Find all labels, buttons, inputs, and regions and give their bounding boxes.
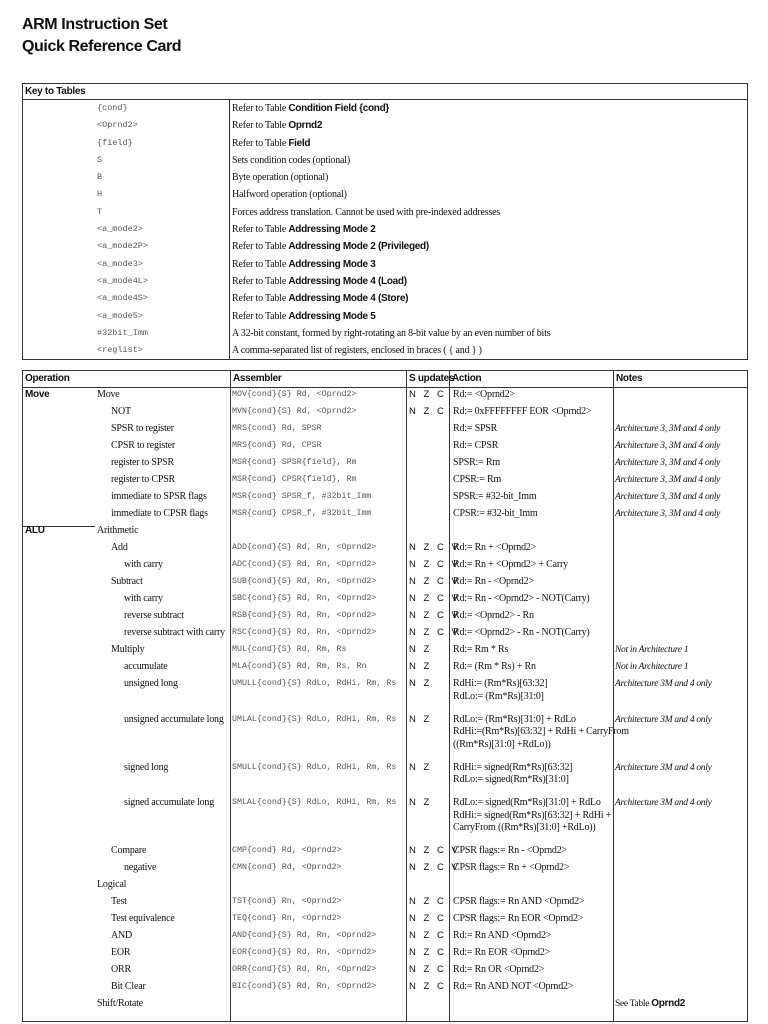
note xyxy=(615,440,720,453)
action-description xyxy=(453,423,497,436)
action-line: RdHi:=(Rm*Rs)[63:32] + RdHi + CarryFrom xyxy=(453,726,629,737)
table-row xyxy=(23,508,747,525)
operation-name: Subtract xyxy=(111,576,143,587)
header-s-updates: S updates xyxy=(409,373,455,384)
key-description-text: Forces address translation. Cannot be used with pre-indexed addresses xyxy=(232,206,501,218)
key-description xyxy=(232,308,376,325)
assembler-syntax: RSC{cond}{S} Rd, Rn, <Oprnd2> xyxy=(232,628,377,637)
key-description xyxy=(232,169,328,186)
assembler-syntax: MUL{cond}{S} Rd, Rm, Rs xyxy=(232,645,347,654)
note xyxy=(615,762,712,775)
header-action: Action xyxy=(452,373,482,384)
table-row xyxy=(23,474,747,491)
s-updates-flags: N Z C xyxy=(409,389,447,400)
note-text: Not in Architecture 1 xyxy=(615,662,689,672)
title-line-2: Quick Reference Card xyxy=(22,38,182,55)
key-description-text: A comma-separated list of registers, enclosed in braces ( { and } ) xyxy=(232,345,482,357)
operation-name: NOT xyxy=(111,406,131,417)
action-description xyxy=(453,964,544,977)
table-row xyxy=(23,389,747,406)
key-code: <a_mode3> xyxy=(97,258,143,269)
table-row xyxy=(23,964,747,981)
action-line: Rd:= <Oprnd2> - Rn xyxy=(453,610,534,621)
operation-name: SPSR to register xyxy=(111,423,174,434)
header-divider xyxy=(23,387,747,388)
s-updates-flags: N Z xyxy=(409,678,432,689)
assembler-syntax: RSB{cond}{S} Rd, Rn, <Oprnd2> xyxy=(232,611,377,620)
table-row xyxy=(23,610,747,627)
key-code: H xyxy=(97,189,103,200)
action-description xyxy=(453,644,508,657)
assembler-syntax: ADD{cond}{S} Rd, Rn, <Oprnd2> xyxy=(232,543,377,552)
key-table-reference: Addressing Mode 5 xyxy=(288,310,376,322)
section-label: ALU xyxy=(25,525,45,536)
document-title xyxy=(22,14,181,58)
operation-table xyxy=(22,370,748,1022)
s-updates-flags: N Z C xyxy=(409,947,447,958)
note xyxy=(615,644,688,657)
assembler-syntax: MSR{cond} CPSR_f, #32bit_Imm xyxy=(232,509,372,518)
key-row xyxy=(23,186,747,203)
table-row xyxy=(23,440,747,457)
action-line: Rd:= SPSR xyxy=(453,423,498,434)
assembler-syntax: MRS{cond} Rd, CPSR xyxy=(232,441,322,450)
key-code: <a_mode4S> xyxy=(97,293,149,304)
action-line: CPSR flags:= Rn EOR <Oprnd2> xyxy=(453,913,584,924)
key-row xyxy=(23,221,747,238)
action-line: ((Rm*Rs)[31:0] +RdLo)) xyxy=(453,738,551,750)
s-updates-flags: N Z C xyxy=(409,964,447,975)
operation-name: Add xyxy=(111,542,128,553)
key-code: T xyxy=(97,206,103,217)
table-row xyxy=(23,491,747,508)
action-description xyxy=(453,862,569,875)
assembler-syntax: ORR{cond}{S} Rd, Rn, <Oprnd2> xyxy=(232,965,377,974)
action-description xyxy=(453,474,501,487)
operation-name: register to CPSR xyxy=(111,474,176,485)
key-code: <a_mode2P> xyxy=(97,241,149,252)
assembler-syntax: SMLAL{cond}{S} RdLo, RdHi, Rm, Rs xyxy=(232,798,397,807)
note xyxy=(615,457,720,470)
action-line: SPSR:= Rm xyxy=(453,457,500,468)
header-notes: Notes xyxy=(616,373,643,384)
key-description-text: Refer to Table xyxy=(232,120,289,132)
s-updates-flags: N Z xyxy=(409,713,432,725)
key-description-text: Refer to Table xyxy=(232,137,289,149)
key-row xyxy=(23,308,747,325)
s-updates-flags: N Z C V xyxy=(409,627,461,638)
assembler-syntax: AND{cond}{S} Rd, Rn, <Oprnd2> xyxy=(232,931,377,940)
operation-name: Compare xyxy=(111,845,147,856)
note-text: Architecture 3, 3M and 4 only xyxy=(615,475,721,485)
table-row xyxy=(23,845,747,862)
assembler-syntax: SBC{cond}{S} Rd, Rn, <Oprnd2> xyxy=(232,594,377,603)
action-description xyxy=(453,981,573,994)
s-updates-flags: N Z C V xyxy=(409,559,461,570)
operation-name: Multiply xyxy=(111,644,145,655)
note xyxy=(615,998,685,1011)
assembler-syntax: MRS{cond} Rd, SPSR xyxy=(232,424,322,433)
key-description-text: Byte operation (optional) xyxy=(232,172,329,184)
key-row xyxy=(23,100,747,117)
key-description xyxy=(232,117,322,134)
action-description xyxy=(453,457,500,470)
note-text: Architecture 3M and 4 only xyxy=(615,762,712,773)
s-updates-flags: N Z C xyxy=(409,981,447,992)
s-updates-flags: N Z C V xyxy=(409,593,461,604)
operation-name: register to SPSR xyxy=(111,457,174,468)
operation-name: signed long xyxy=(124,761,169,773)
assembler-syntax: UMLAL{cond}{S} RdLo, RdHi, Rm, Rs xyxy=(232,714,397,724)
s-updates-flags: N Z xyxy=(409,661,432,672)
action-description xyxy=(453,845,567,858)
operation-name: Move xyxy=(97,389,120,400)
operation-name: signed accumulate long xyxy=(124,797,215,808)
key-row xyxy=(23,238,747,255)
key-code: <reglist> xyxy=(97,345,143,356)
action-description xyxy=(453,576,534,589)
key-description xyxy=(232,238,429,255)
key-row xyxy=(23,256,747,273)
operation-name: Logical xyxy=(97,879,127,890)
action-description xyxy=(453,389,515,402)
table-row xyxy=(23,981,747,998)
key-code: <Oprnd2> xyxy=(97,120,138,131)
assembler-syntax: EOR{cond}{S} Rd, Rn, <Oprnd2> xyxy=(232,948,377,957)
key-row xyxy=(23,152,747,169)
s-updates-flags: N Z C V xyxy=(409,845,461,856)
table-row xyxy=(23,714,747,762)
action-description xyxy=(453,762,572,787)
action-line: Rd:= CPSR xyxy=(453,440,499,451)
key-row xyxy=(23,325,747,342)
action-line: RdLo:= (Rm*Rs)[31:0] + RdLo xyxy=(453,713,576,725)
note-text: Architecture 3, 3M and 4 only xyxy=(615,441,721,451)
table-row xyxy=(23,879,747,896)
note xyxy=(615,797,712,810)
action-line: RdHi:= (Rm*Rs)[63:32] xyxy=(453,678,548,689)
operation-name: Bit Clear xyxy=(111,981,146,992)
assembler-syntax: TEQ{cond} Rn, <Oprnd2> xyxy=(232,914,342,923)
key-description-text: Refer to Table xyxy=(232,241,289,253)
action-line: Rd:= Rn OR <Oprnd2> xyxy=(453,964,545,975)
operation-name: CPSR to register xyxy=(111,440,176,451)
action-line: Rd:= Rn - <Oprnd2> - NOT(Carry) xyxy=(453,593,590,604)
action-line: CPSR:= Rm xyxy=(453,474,502,485)
key-table-reference: Addressing Mode 2 xyxy=(288,224,376,236)
operation-name: immediate to SPSR flags xyxy=(111,491,207,502)
key-table-reference: Addressing Mode 2 (Privileged) xyxy=(288,241,429,253)
note xyxy=(615,678,712,691)
action-description xyxy=(453,930,551,943)
key-code: {cond} xyxy=(97,103,128,113)
action-line: CPSR:= #32-bit_Imm xyxy=(453,508,538,519)
action-line: CPSR flags:= Rn AND <Oprnd2> xyxy=(453,896,585,907)
key-row xyxy=(23,135,747,152)
action-line: Rd:= Rn AND <Oprnd2> xyxy=(453,930,552,941)
action-description xyxy=(453,947,550,960)
operation-name: AND xyxy=(111,930,133,941)
s-updates-flags: N Z C xyxy=(409,406,447,417)
assembler-syntax: MLA{cond}{S} Rd, Rm, Rs, Rn xyxy=(232,662,367,671)
note xyxy=(615,474,720,487)
action-description xyxy=(453,714,629,752)
s-updates-flags: N Z C xyxy=(409,930,447,941)
key-code: S xyxy=(97,154,103,165)
note-text: Architecture 3M and 4 only xyxy=(615,679,712,689)
table-row xyxy=(23,930,747,947)
header-operation: Operation xyxy=(25,373,70,384)
action-line: CPSR flags:= Rn - <Oprnd2> xyxy=(453,845,567,856)
key-code: <a_mode2> xyxy=(97,224,143,235)
table-row xyxy=(23,762,747,798)
key-description xyxy=(232,290,408,307)
key-row xyxy=(23,342,747,359)
action-line: Rd:= <Oprnd2> - Rn - NOT(Carry) xyxy=(453,627,590,638)
assembler-syntax: MSR{cond} SPSR_f, #32bit_Imm xyxy=(232,492,372,501)
key-table-reference: Addressing Mode 3 xyxy=(288,258,376,270)
operation-name: immediate to CPSR flags xyxy=(111,508,208,519)
action-line: Rd:= Rn - <Oprnd2> xyxy=(453,576,534,587)
action-line: Rd:= Rn AND NOT <Oprnd2> xyxy=(453,981,574,992)
note xyxy=(615,508,720,521)
key-description xyxy=(232,204,500,221)
assembler-syntax: CMP{cond} Rd, <Oprnd2> xyxy=(232,846,342,855)
action-line: Rd:= 0xFFFFFFFF EOR <Oprnd2> xyxy=(453,406,592,417)
table-row xyxy=(23,627,747,644)
key-description-text: Sets condition codes (optional) xyxy=(232,154,350,166)
assembler-syntax: BIC{cond}{S} Rd, Rn, <Oprnd2> xyxy=(232,982,377,991)
key-code: #32bit_Imm xyxy=(97,327,149,338)
action-line: Rd:= <Oprnd2> xyxy=(453,389,515,400)
table-row xyxy=(23,896,747,913)
key-description-text: Halfword operation (optional) xyxy=(232,189,347,201)
action-description xyxy=(453,440,498,453)
key-table-header: Key to Tables xyxy=(23,84,747,100)
table-row xyxy=(23,862,747,879)
key-description xyxy=(232,100,389,117)
key-description xyxy=(232,221,376,238)
note-text: Architecture 3M and 4 only xyxy=(615,798,712,808)
key-row xyxy=(23,273,747,290)
table-row xyxy=(23,406,747,423)
key-row xyxy=(23,290,747,307)
note-text: Not in Architecture 1 xyxy=(615,645,689,655)
operation-name: unsigned long xyxy=(124,678,178,689)
operation-name: EOR xyxy=(111,947,131,958)
s-updates-flags: N Z C V xyxy=(409,576,461,587)
operation-name: with carry xyxy=(124,593,163,604)
assembler-syntax: CMN{cond} Rd, <Oprnd2> xyxy=(232,863,342,872)
key-description xyxy=(232,325,550,342)
note-text: Architecture 3, 3M and 4 only xyxy=(615,458,721,468)
operation-name: Shift/Rotate xyxy=(97,998,143,1009)
operation-name: ORR xyxy=(111,964,131,975)
assembler-syntax: MSR{cond} SPSR{field}, Rm xyxy=(232,458,357,467)
table-row xyxy=(23,576,747,593)
action-line: CPSR flags:= Rn + <Oprnd2> xyxy=(453,862,570,873)
action-description xyxy=(453,559,568,572)
note xyxy=(615,714,712,727)
table-row xyxy=(23,423,747,440)
action-description xyxy=(453,508,538,521)
note-text: Architecture 3, 3M and 4 only xyxy=(615,509,721,519)
action-line: Rd:= Rn EOR <Oprnd2> xyxy=(453,947,551,958)
action-line: SPSR:= #32-bit_Imm xyxy=(453,491,537,502)
action-line: Rd:= Rn + <Oprnd2> xyxy=(453,542,537,553)
key-description xyxy=(232,256,376,273)
table-row xyxy=(23,661,747,678)
key-description xyxy=(232,273,407,290)
action-description xyxy=(453,896,584,909)
action-line: RdLo:= signed(Rm*Rs)[31:0] xyxy=(453,774,569,785)
table-row xyxy=(23,644,747,661)
action-line: Rd:= Rm * Rs xyxy=(453,644,509,655)
key-table-reference: Field xyxy=(288,137,311,149)
key-table-reference: Condition Field {cond} xyxy=(288,103,389,114)
header-assembler: Assembler xyxy=(233,373,282,384)
key-description xyxy=(232,135,310,152)
key-to-tables xyxy=(22,83,748,360)
assembler-syntax: ADC{cond}{S} Rd, Rn, <Oprnd2> xyxy=(232,560,377,569)
operation-name: Arithmetic xyxy=(97,525,139,536)
table-row xyxy=(23,797,747,845)
note xyxy=(615,491,720,504)
key-description xyxy=(232,152,350,169)
action-description xyxy=(453,678,548,703)
action-line: RdHi:= signed(Rm*Rs)[63:32] xyxy=(453,761,573,773)
title-line-1: ARM Instruction Set xyxy=(22,16,168,33)
table-row xyxy=(23,913,747,930)
table-row xyxy=(23,998,747,1015)
key-row xyxy=(23,169,747,186)
key-description-text: Refer to Table xyxy=(232,258,289,270)
action-description xyxy=(453,627,590,640)
key-table-reference: Addressing Mode 4 (Store) xyxy=(288,293,409,305)
operation-name: reverse subtract xyxy=(124,610,184,621)
action-description xyxy=(453,491,536,504)
assembler-syntax: MOV{cond}{S} Rd, <Oprnd2> xyxy=(232,390,357,399)
key-row xyxy=(23,117,747,134)
action-line: RdLo:= (Rm*Rs)[31:0] xyxy=(453,690,544,702)
action-description xyxy=(453,406,591,419)
s-updates-flags: N Z C xyxy=(409,896,447,907)
key-description-text: Refer to Table xyxy=(232,293,289,305)
operation-name: with carry xyxy=(124,559,163,570)
operation-name: reverse subtract with carry xyxy=(124,627,225,638)
assembler-syntax: MVN{cond}{S} Rd, <Oprnd2> xyxy=(232,407,357,416)
table-row xyxy=(23,947,747,964)
table-row xyxy=(23,542,747,559)
key-description xyxy=(232,342,482,359)
key-table-reference: Addressing Mode 4 (Load) xyxy=(288,275,407,287)
note xyxy=(615,661,688,674)
assembler-syntax: SMULL{cond}{S} RdLo, RdHi, Rm, Rs xyxy=(232,762,397,772)
assembler-syntax: UMULL{cond}{S} RdLo, RdHi, Rm, Rs xyxy=(232,679,397,688)
key-table-reference: Oprnd2 xyxy=(288,120,323,132)
action-description xyxy=(453,661,536,674)
table-row xyxy=(23,678,747,714)
action-description xyxy=(453,593,590,606)
key-row xyxy=(23,204,747,221)
assembler-syntax: MSR{cond} CPSR{field}, Rm xyxy=(232,475,357,484)
action-description xyxy=(453,797,611,835)
action-description xyxy=(453,542,536,555)
table-row xyxy=(23,457,747,474)
operation-name: Test equivalence xyxy=(111,913,175,924)
note-text: Architecture 3, 3M and 4 only xyxy=(615,424,721,434)
s-updates-flags: N Z xyxy=(409,761,432,773)
table-row xyxy=(23,525,747,542)
s-updates-flags: N Z C V xyxy=(409,862,461,873)
s-updates-flags: N Z C V xyxy=(409,610,461,621)
note-text: Architecture 3M and 4 only xyxy=(615,714,712,725)
note-text: See Table xyxy=(615,999,652,1009)
key-description-text: Refer to Table xyxy=(232,310,289,322)
operation-name: accumulate xyxy=(124,661,168,672)
note xyxy=(615,423,720,436)
s-updates-flags: N Z xyxy=(409,644,432,655)
action-line: RdLo:= signed(Rm*Rs)[31:0] + RdLo xyxy=(453,797,601,808)
key-code: B xyxy=(97,172,103,183)
key-description-text: Refer to Table xyxy=(232,275,289,287)
s-updates-flags: N Z C V xyxy=(409,542,461,553)
action-description xyxy=(453,913,583,926)
key-code: {field} xyxy=(97,137,133,148)
key-description-text: Refer to Table xyxy=(232,224,289,236)
key-description-text: Refer to Table xyxy=(232,103,289,114)
action-line: Rd:= (Rm * Rs) + Rn xyxy=(453,661,536,672)
s-updates-flags: N Z xyxy=(409,797,432,808)
table-row xyxy=(23,593,747,610)
action-line: RdHi:= signed(Rm*Rs)[63:32] + RdHi + xyxy=(453,809,612,821)
operation-name: unsigned accumulate long xyxy=(124,713,224,725)
operation-name: Test xyxy=(111,896,127,907)
action-description xyxy=(453,610,534,623)
assembler-syntax: SUB{cond}{S} Rd, Rn, <Oprnd2> xyxy=(232,577,377,586)
table-row xyxy=(23,559,747,576)
action-line: CarryFrom ((Rm*Rs)[31:0] +RdLo)) xyxy=(453,822,596,833)
action-line: Rd:= Rn + <Oprnd2> + Carry xyxy=(453,559,568,570)
note-text: Architecture 3, 3M and 4 only xyxy=(615,492,721,502)
key-description-text: A 32-bit constant, formed by right-rotating an 8-bit value by an even number of bits xyxy=(232,327,551,339)
key-code: <a_mode5> xyxy=(97,310,143,321)
operation-name: negative xyxy=(124,862,157,873)
key-description xyxy=(232,186,347,203)
assembler-syntax: TST{cond} Rn, <Oprnd2> xyxy=(232,897,342,906)
note-table-reference: Oprnd2 xyxy=(651,998,686,1009)
section-label: Move xyxy=(25,389,50,400)
key-code: <a_mode4L> xyxy=(97,275,149,286)
s-updates-flags: N Z C xyxy=(409,913,447,924)
